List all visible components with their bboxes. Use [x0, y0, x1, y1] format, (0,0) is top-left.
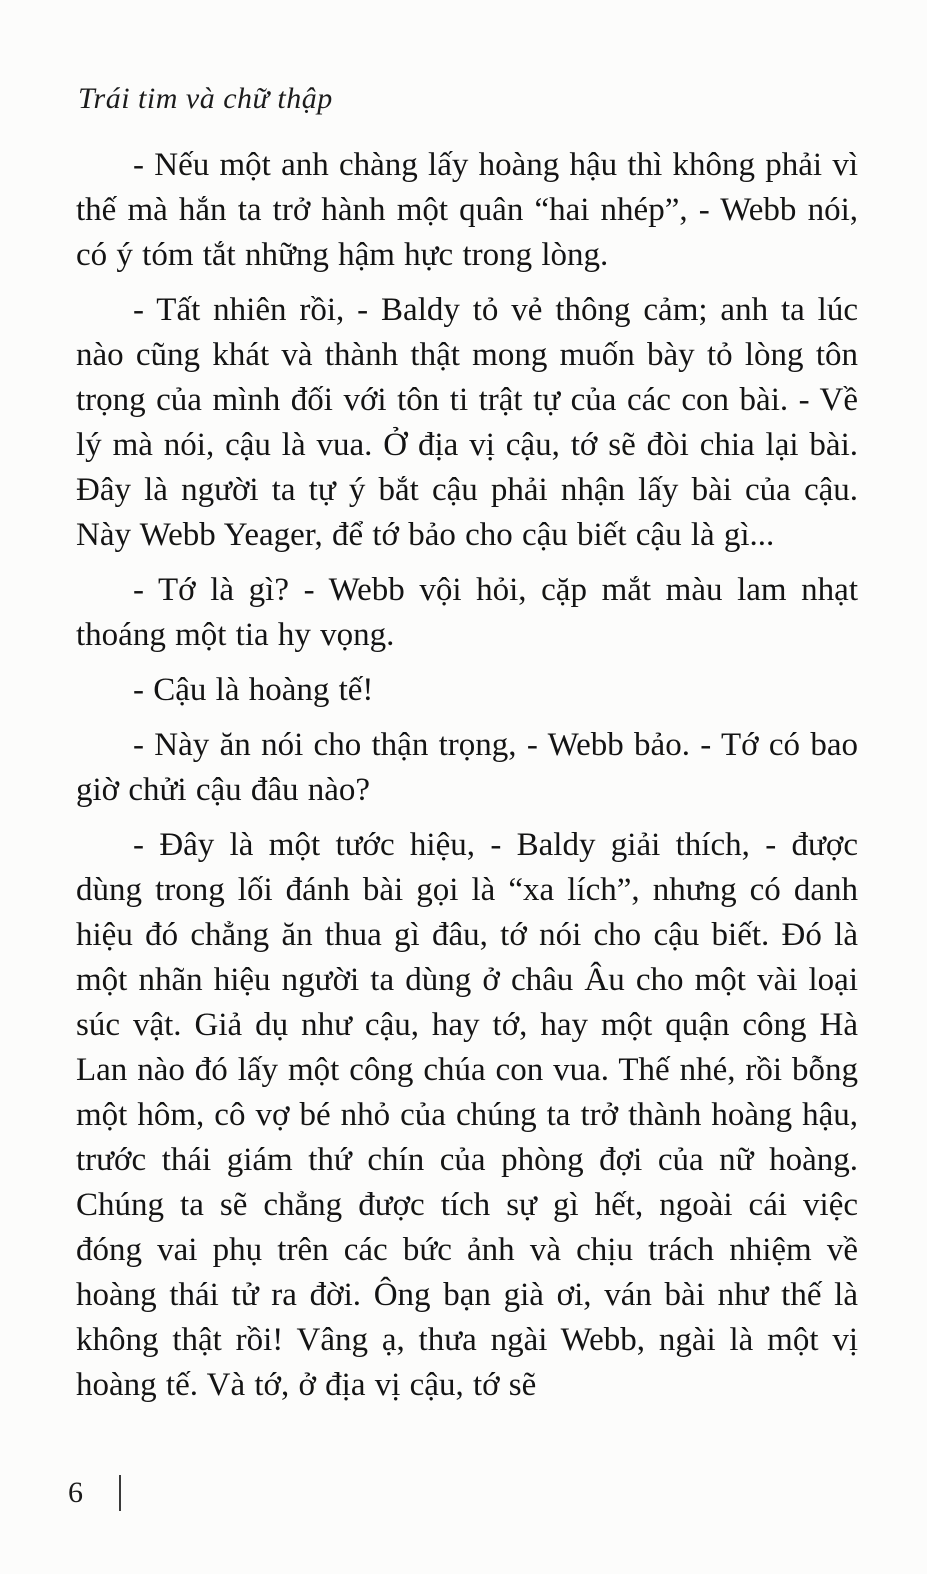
footer-divider-bar: [119, 1475, 121, 1511]
paragraph: - Cậu là hoàng tế!: [133, 672, 374, 708]
page-number: 6: [68, 1476, 83, 1509]
page-footer: [68, 1474, 121, 1512]
running-header-title: Trái tim và chữ thập: [78, 82, 333, 115]
paragraph: - Tất nhiên rồi, - Baldy tỏ vẻ thông cảm; anh ta lúc nào cũng khát và thành thật mong muốn bày tỏ lòng tôn trọng của mình đối với tôn ti trật tự của các con bài. - Về lý mà nói, cậu là vua. Ở địa vị cậu, tớ sẽ đòi chia lại bài. Đây là người ta tự ý bắt cậu phải nhận lấy bài của cậu. Này Webb Yeager, để tớ bảo cho cậu biết cậu là gì...: [76, 292, 858, 553]
paragraph: - Nếu một anh chàng lấy hoàng hậu thì không phải vì thế mà hắn ta trở hành một quân “hai nhép”, - Webb nói, có ý tóm tắt những hậm hực trong lòng.: [76, 147, 858, 273]
paragraph: - Đây là một tước hiệu, - Baldy giải thích, - được dùng trong lối đánh bài gọi là “xa lích”, nhưng có danh hiệu đó chẳng ăn thua gì đâu, tớ nói cho cậu biết. Đó là một nhãn hiệu người ta dùng ở châu Âu cho một vài loại súc vật. Giả dụ như cậu, hay tớ, hay một quận công Hà Lan nào đó lấy một công chúa con vua. Thế nhé, rồi bỗng một hôm, cô vợ bé nhỏ của chúng ta trở thành hoàng hậu, trước thái giám thứ chín của phòng đợi của nữ hoàng. Chúng ta sẽ chẳng được tích sự gì hết, ngoài cái việc đóng vai phụ trên các bức ảnh và chịu trách nhiệm về hoàng thái tử ra đời. Ông bạn già ơi, ván bài như thế là không thật rồi! Vâng ạ, thưa ngài Webb, ngài là một vị hoàng tế. Và tớ, ở địa vị cậu, tớ sẽ: [76, 827, 858, 1403]
paragraph: - Tớ là gì? - Webb vội hỏi, cặp mắt màu lam nhạt thoáng một tia hy vọng.: [76, 572, 858, 653]
paragraph: - Này ăn nói cho thận trọng, - Webb bảo. - Tớ có bao giờ chửi cậu đâu nào?: [76, 727, 858, 808]
body-text: [76, 143, 858, 1418]
